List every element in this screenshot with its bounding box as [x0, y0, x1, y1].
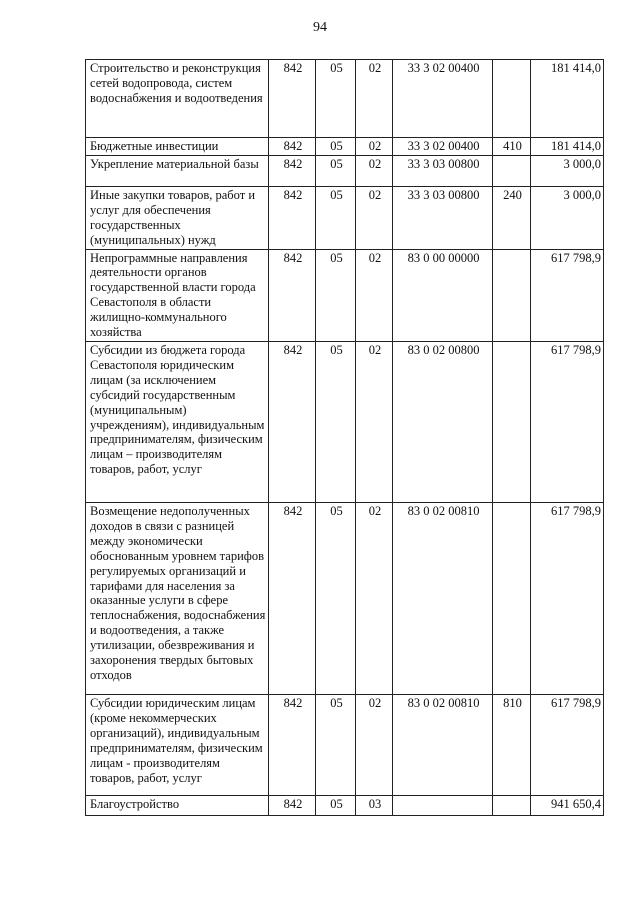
cell-name: Бюджетные инвестиции [86, 138, 269, 156]
cell-expense-type: 240 [493, 186, 531, 249]
cell-amount: 617 798,9 [531, 249, 604, 341]
cell-subsection: 02 [356, 138, 393, 156]
cell-section: 05 [316, 155, 356, 186]
cell-expense-type [493, 502, 531, 694]
cell-subsection: 03 [356, 795, 393, 815]
table-row [86, 60, 604, 138]
cell-section: 05 [316, 795, 356, 815]
cell-ministry: 842 [269, 694, 316, 795]
table-row [86, 694, 604, 795]
cell-amount: 617 798,9 [531, 694, 604, 795]
table-row [86, 795, 604, 815]
cell-subsection: 02 [356, 249, 393, 341]
table-row [86, 186, 604, 249]
cell-name: Субсидии юридическим лицам (кроме некоммерческих организаций), индивидуальным предпринимателям, физическим лицам - производителям товаров, работ, услуг [86, 694, 269, 795]
cell-expense-type [493, 795, 531, 815]
cell-ministry: 842 [269, 502, 316, 694]
cell-target: 83 0 02 00810 [393, 694, 493, 795]
cell-amount: 181 414,0 [531, 60, 604, 138]
budget-table [85, 59, 604, 816]
cell-subsection: 02 [356, 502, 393, 694]
cell-amount: 3 000,0 [531, 186, 604, 249]
cell-target: 33 3 02 00400 [393, 138, 493, 156]
cell-target: 33 3 03 00800 [393, 186, 493, 249]
page-number: 94 [313, 20, 327, 35]
cell-expense-type [493, 341, 531, 502]
cell-target: 83 0 02 00810 [393, 502, 493, 694]
cell-section: 05 [316, 186, 356, 249]
cell-target: 83 0 02 00800 [393, 341, 493, 502]
cell-ministry: 842 [269, 249, 316, 341]
cell-target: 83 0 00 00000 [393, 249, 493, 341]
cell-name: Иные закупки товаров, работ и услуг для обеспечения государственных (муниципальных) нужд [86, 186, 269, 249]
cell-section: 05 [316, 694, 356, 795]
cell-name: Непрограммные направления деятельности органов государственной власти города Севастополя в области жилищно-коммунального хозяйства [86, 249, 269, 341]
cell-expense-type: 810 [493, 694, 531, 795]
cell-ministry: 842 [269, 60, 316, 138]
cell-amount: 617 798,9 [531, 341, 604, 502]
cell-section: 05 [316, 341, 356, 502]
table-row [86, 138, 604, 156]
cell-expense-type [493, 155, 531, 186]
table-row [86, 341, 604, 502]
cell-section: 05 [316, 502, 356, 694]
cell-ministry: 842 [269, 155, 316, 186]
table-row [86, 249, 604, 341]
cell-section: 05 [316, 138, 356, 156]
cell-amount: 181 414,0 [531, 138, 604, 156]
cell-target [393, 795, 493, 815]
cell-subsection: 02 [356, 694, 393, 795]
cell-name: Укрепление материальной базы [86, 155, 269, 186]
cell-subsection: 02 [356, 186, 393, 249]
cell-ministry: 842 [269, 795, 316, 815]
cell-section: 05 [316, 60, 356, 138]
cell-name: Благоустройство [86, 795, 269, 815]
cell-amount: 617 798,9 [531, 502, 604, 694]
cell-subsection: 02 [356, 155, 393, 186]
cell-expense-type: 410 [493, 138, 531, 156]
cell-amount: 941 650,4 [531, 795, 604, 815]
cell-ministry: 842 [269, 341, 316, 502]
table-row [86, 155, 604, 186]
cell-name: Возмещение недополученных доходов в связи с разницей между экономически обоснованным уровнем тарифов регулируемых организаций и тарифами для населения за оказанные услуги в сфере теплоснабжения, водоснабжения и водоотведения, а также утилизации, обезвреживания и захоронения твердых бытовых отходов [86, 502, 269, 694]
table-row [86, 502, 604, 694]
cell-name: Строительство и реконструкция сетей водопровода, систем водоснабжения и водоотведения [86, 60, 269, 138]
cell-name: Субсидии из бюджета города Севастополя юридическим лицам (за исключением субсидий государственным (муниципальным) учреждениям), индивидуальным предпринимателям, физическим лицам – производителям товаров, работ, услуг [86, 341, 269, 502]
cell-section: 05 [316, 249, 356, 341]
cell-subsection: 02 [356, 341, 393, 502]
cell-amount: 3 000,0 [531, 155, 604, 186]
cell-ministry: 842 [269, 138, 316, 156]
cell-expense-type [493, 60, 531, 138]
cell-ministry: 842 [269, 186, 316, 249]
cell-target: 33 3 03 00800 [393, 155, 493, 186]
cell-target: 33 3 02 00400 [393, 60, 493, 138]
cell-expense-type [493, 249, 531, 341]
cell-subsection: 02 [356, 60, 393, 138]
